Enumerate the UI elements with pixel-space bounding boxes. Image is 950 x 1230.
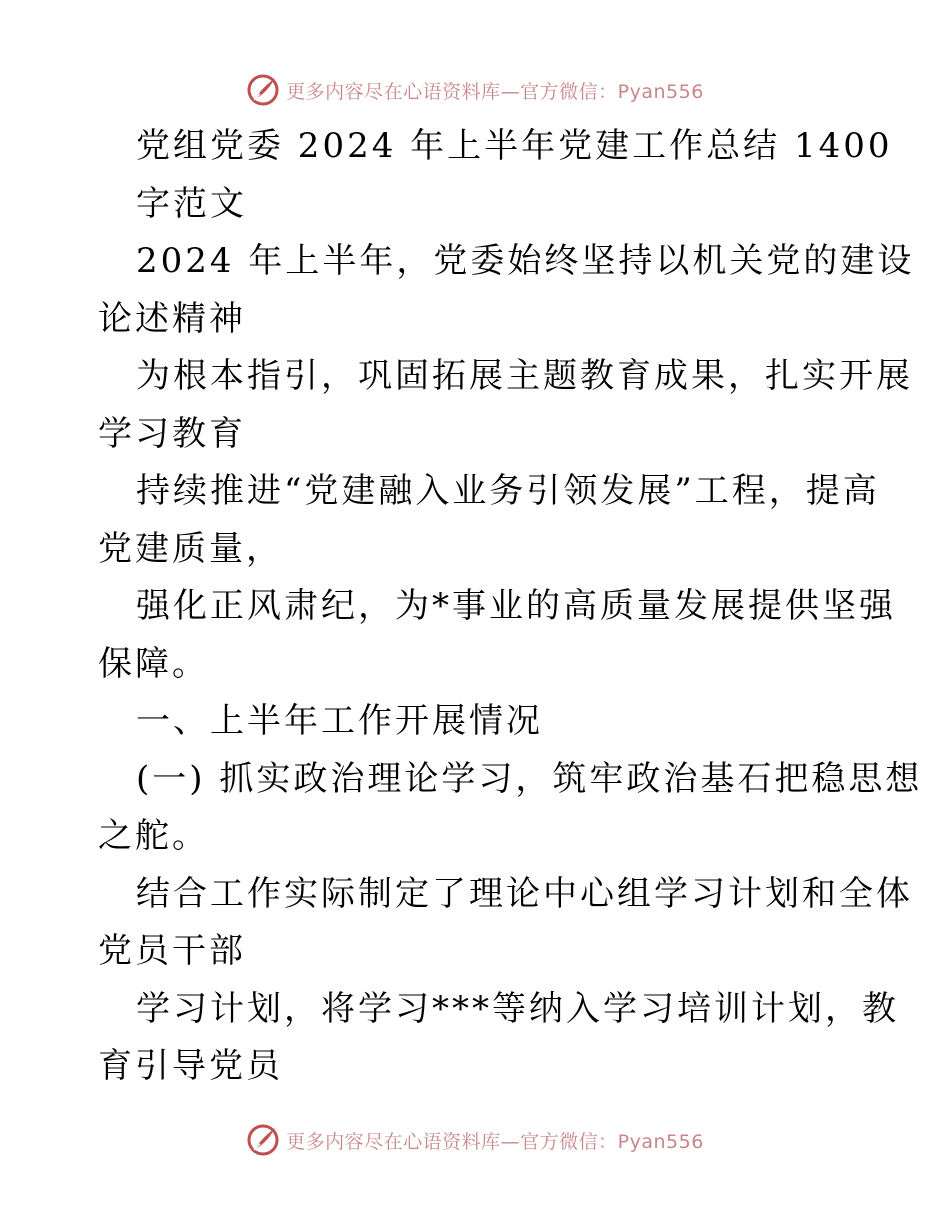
paragraph-line: 强化正风肃纪，为*事业的高质量发展提供坚强 [136, 586, 896, 626]
section-heading: 一、上半年工作开展情况 [136, 701, 543, 741]
header-banner-text: 更多内容尽在心语资料库—官方微信：Pyan556 [286, 80, 704, 103]
doc-title-line-1: 党组党委 2024 年上半年党建工作总结 1400 [136, 126, 893, 166]
paragraph-line: 育引导党员 [98, 1046, 283, 1086]
paragraph-line: 结合工作实际制定了理论中心组学习计划和全体 [136, 873, 913, 914]
header-banner [0, 70, 950, 110]
paragraph-line: 保障。 [98, 643, 209, 684]
document-body [98, 118, 923, 1096]
paragraph-line: 持续推进“党建融入业务引领发展”工程，提高 [136, 471, 880, 511]
paragraph-line: 党员干部 [98, 931, 246, 971]
paragraph-line: 学习教育 [98, 413, 246, 454]
paragraph-line: 为根本指引，巩固拓展主题教育成果，扎实开展 [136, 356, 913, 396]
feather-pen-logo-icon [246, 1123, 280, 1157]
paragraph-line: 2024 年上半年，党委始终坚持以机关党的建设 [136, 241, 915, 281]
footer-banner [0, 1120, 950, 1160]
doc-title-line-2: 字范文 [136, 183, 247, 224]
footer-banner-text: 更多内容尽在心语资料库—官方微信：Pyan556 [286, 1130, 704, 1153]
paragraph-line: 学习计划，将学习***等纳入学习培训计划，教 [136, 988, 899, 1029]
paragraph-line: 党建质量， [98, 528, 283, 569]
subsection-heading: (一) 抓实政治理论学习，筑牢政治基石把稳思想 [136, 758, 923, 799]
feather-pen-logo-icon [246, 73, 280, 107]
paragraph-line: 论述精神 [98, 298, 246, 339]
subsection-heading-cont: 之舵。 [98, 816, 209, 856]
